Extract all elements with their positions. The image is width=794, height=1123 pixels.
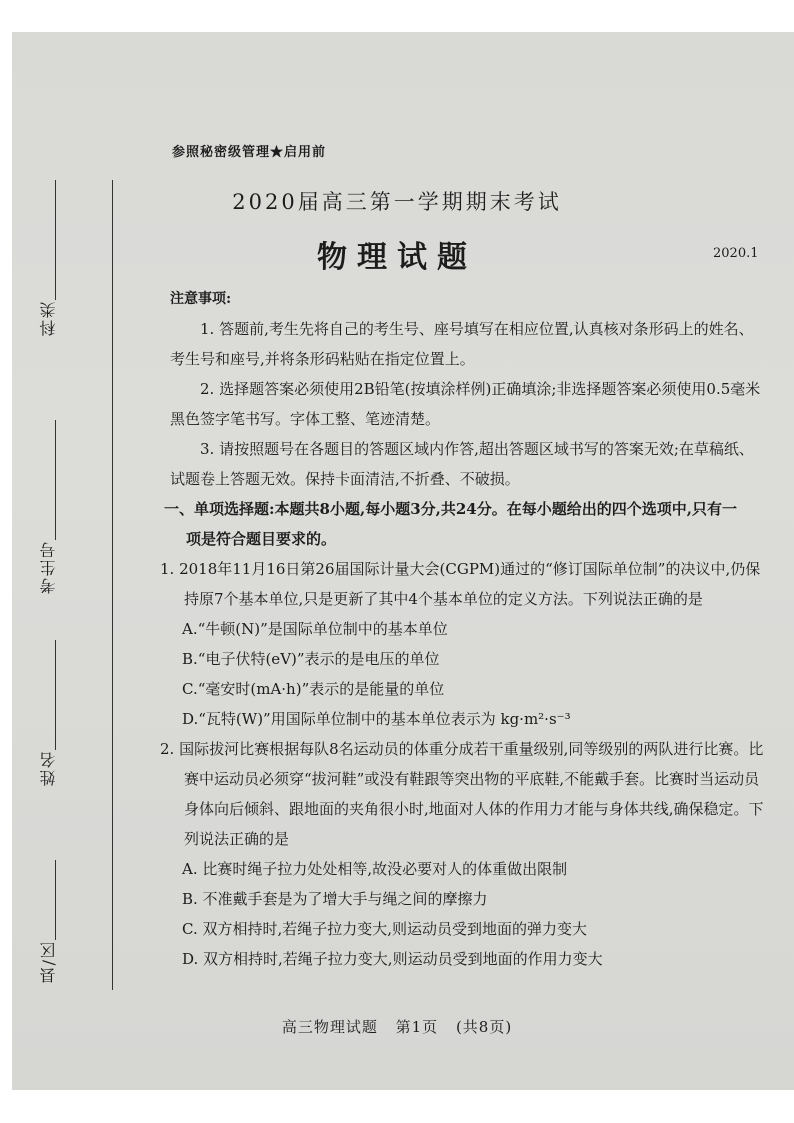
notice-title: 注意事项: bbox=[170, 291, 232, 307]
question-stem: 1. 2018年11月16日第26届国际计量大会(CGPM)通过的“修订国际单位制”的决议中,仍保持原7个基本单位,只是更新了其中4个基本单位的定义方法。下列说法正确的是 bbox=[160, 560, 761, 608]
notice-item: 3. 请按照题号在各题目的答题区域内作答,超出答题区域书写的答案无效;在草稿纸、试题卷上答题无效。保持卡面清洁,不折叠、不破损。 bbox=[170, 440, 754, 488]
question-option[interactable]: A. 比赛时绳子拉力处处相等,故没必要对人的体重做出限制 bbox=[182, 860, 568, 878]
subject-title: 物理试题 bbox=[317, 240, 477, 275]
notice-item: 2. 选择题答案必须使用2B铅笔(按填涂样例)正确填涂;非选择题答案必须使用0.5毫米黑色签字笔书写。字体工整、笔迹清楚。 bbox=[170, 380, 761, 428]
field-line bbox=[55, 640, 56, 750]
question-option[interactable]: D.“瓦特(W)”用国际单位制中的基本单位表示为 kg·m²·s⁻³ bbox=[182, 710, 571, 728]
exam-date: 2020.1 bbox=[713, 246, 759, 261]
field-label-student-id: 考生号 bbox=[38, 540, 58, 594]
field-label-name: 姓名 bbox=[38, 750, 58, 786]
field-line bbox=[55, 860, 56, 940]
field-line bbox=[55, 420, 56, 540]
notice-item: 1. 答题前,考生先将自己的考生号、座号填写在相应位置,认真核对条形码上的姓名、考生号和座号,并将条形码粘贴在指定位置上。 bbox=[170, 320, 754, 368]
question-stem: 2. 国际拔河比赛根据每队8名运动员的体重分成若干重量级别,同等级别的两队进行比赛。比赛中运动员必须穿“拔河鞋”或没有鞋跟等突出物的平底鞋,不能戴手套。比赛时当运动员身体向后倾斜、跟地面的夹角很小时,地面对人体的作用力才能与身体共线,确保稳定。下列说法正确的是 bbox=[160, 740, 764, 848]
question-option[interactable]: B.“电子伏特(eV)”表示的是电压的单位 bbox=[182, 650, 440, 668]
field-label-subject-type: 科类 bbox=[38, 300, 58, 336]
secrecy-note: 参照秘密级管理★启用前 bbox=[172, 145, 327, 160]
field-student-id[interactable] bbox=[28, 420, 68, 594]
section-heading-text: 一、单项选择题:本题共8小题,每小题3分,共24分。在每小题给出的四个选项中,只有一 bbox=[164, 500, 737, 518]
footer-page: 第1页 bbox=[395, 1018, 439, 1036]
question-option[interactable]: A.“牛顿(N)”是国际单位制中的基本单位 bbox=[182, 620, 448, 638]
footer-total: (共8页) bbox=[455, 1018, 513, 1036]
section-heading bbox=[164, 494, 765, 554]
question-option[interactable]: D. 双方相持时,若绳子拉力变大,则运动员受到地面的作用力变大 bbox=[182, 950, 603, 968]
exam-title: 2020届高三第一学期期末考试 bbox=[232, 190, 562, 214]
page-footer bbox=[0, 1016, 794, 1037]
footer-subject: 高三物理试题 bbox=[281, 1018, 378, 1036]
binding-line bbox=[112, 180, 113, 990]
question-option[interactable]: B. 不准戴手套是为了增大手与绳之间的摩擦力 bbox=[182, 890, 488, 908]
field-county[interactable] bbox=[28, 860, 68, 983]
question-option[interactable]: C.“毫安时(mA·h)”表示的是能量的单位 bbox=[182, 680, 445, 698]
field-label-county: 县/区 bbox=[38, 940, 58, 984]
question-option[interactable]: C. 双方相持时,若绳子拉力变大,则运动员受到地面的弹力变大 bbox=[182, 920, 588, 938]
field-name[interactable] bbox=[28, 640, 68, 786]
section-heading-cont: 项是符合题目要求的。 bbox=[186, 530, 337, 548]
exam-content bbox=[160, 284, 765, 974]
